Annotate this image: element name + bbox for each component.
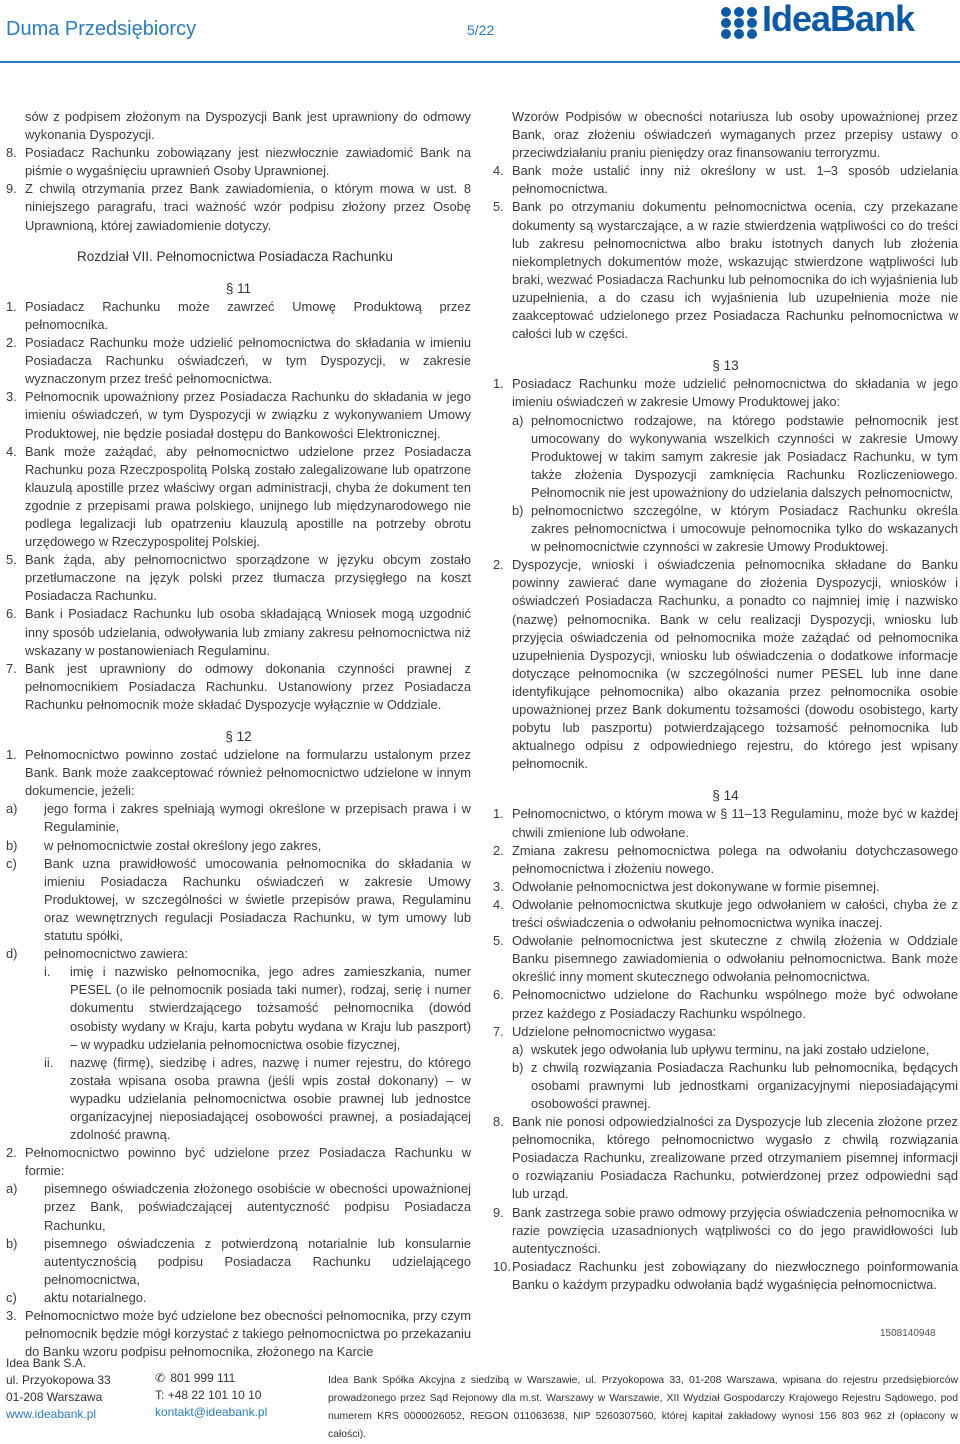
chapter-heading: Rozdział VII. Pełnomocnictwa Posiadacza Rachunku — [77, 248, 393, 264]
paragraph-text: Bank może zażądać, aby pełnomocnictwo udzielone przez Posiadacza Rachunku poza Rzeczpospolitą Polską zostało zalegalizowane lub opatrzone klauzulą apostille przez właściwy organ administracji, chyba że dokument ten zgodnie z przepisami prawa polskiego, unijnego lub międzynarodowego nie podlega legalizacji lub opatrzeniu klauzulą apostille na potrzeby obrotu urzędowego w Rzeczypospolitej Polskiej. — [25, 443, 471, 550]
city-address: 01-208 Warszawa — [6, 1390, 103, 1404]
list-item: a) wskutek jego odwołania lub upływu terminu, na jaki zostało udzielone, — [512, 1041, 930, 1057]
paragraph-text: imię i nazwisko pełnomocnika, jego adres zamieszkania, numer PESEL (o ile pełnomocnik posiada taki numer), rodzaj, serię i numer dokumentu stwierdzającego tożsamość pełnomocnika (dowód osobisty wydany w Kraju, karta pobytu wydana w Kraju lub paszport) – w wypadku udzielania pełnomocnictwa osobie fizycznej, — [70, 964, 471, 1052]
logo-text: IdeaBank — [762, 0, 915, 39]
list-item — [6, 108, 471, 144]
list-item: 1. Pełnomocnictwo powinno zostać udzielone na formularzu ustalonym przez Bank. Bank może zaakceptować również pełnomocnictwo udzielone w innym dokumencie, jeżeli: — [6, 747, 471, 799]
list-item: c) Bank uzna prawidłowość umocowania pełnomocnika do składania w imieniu Posiadacza Rachunku oświadczeń w zakresie Umowy Produktowej, w szczególności w świetle przepisów prawa, Regulaminu oraz wewnętrznych regulacji Posiadacza Rachunku, w tym umowy lub statutu spółki, — [6, 855, 471, 944]
paragraph-text: Pełnomocnictwo powinno zostać udzielone na formularzu ustalonym przez Bank. Bank może zaakceptować również pełnomocnictwo udzielone w innym dokumencie, jeżeli: — [25, 747, 471, 799]
contact-block — [155, 1370, 267, 1421]
list-item: 9. Bank zastrzega sobie prawo odmowy przyjęcia oświadczenia pełnomocnika w razie powzięcia uzasadnionych wątpliwości co do jego prawidłowości lub autentyczności. — [493, 1204, 958, 1256]
list-item: 2. Dyspozycje, wnioski i oświadczenia pełnomocnika składane do Banku powinny zawierać dane wymagane do złożenia Dyspozycji, wniosków i oświadczeń Posiadacza Rachunku, a ponadto co najmniej imię i nazwisko (nazwę) pełnomocnika. Bank w celu realizacji Dyspozycji, wniosku lub przyjęcia oświadczenia od pełnomocnika może zażądać od pełnomocnika uzupełnienia Dyspozycji, wniosku lub oświadczenia o dodatkowe informacje dotyczące pełnomocnika (w szczególności numer PESEL lub inne dane identyfikujące pełnomocnika) albo okazania przez pełnomocnika osobie upoważnionej przez Bank dokumentu tożsamości (dowodu osobistego, karty pobytu lub paszportu) potwierdzającego tożsamość pełnomocnika lub aktualnego odpisu z odpowiedniego rejestru, do którego jest wpisany pełnomocnik. — [493, 557, 958, 772]
list-item: 8. Posiadacz Rachunku zobowiązany jest niezwłocznie zawiadomić Bank na piśmie o wygaśnięciu uprawnień Osoby Uprawnionej. — [6, 145, 471, 179]
list-item: 7. Bank jest uprawniony do odmowy dokonania czynności prawnej z pełnomocnikiem Posiadacza Rachunku. Ustanowiony przez Posiadacza Rachunku pełnomocnik może składać Dyspozycje wyłącznie w Oddziale. — [6, 660, 471, 712]
section-heading: § 14 — [712, 788, 739, 804]
paragraph-text: Bank nie ponosi odpowiedzialności za Dyspozycje lub zlecenia złożone przez pełnomocnika, którego pełnomocnictwo wygasło z chwilą rozwiązania Posiadacza Rachunku, zrealizowane przed otrzymaniem pisemnej informacji o rozwiązaniu Posiadacza Rachunku, potwierdzonej przez odpowiedni sąd lub urząd. — [512, 1114, 958, 1202]
paragraph-text: Pełnomocnictwo, o którym mowa w § 11–13 Regulaminu, może być w każdej chwili zmienione lub odwołane. — [512, 806, 958, 840]
paragraph-text: Posiadacz Rachunku może udzielić pełnomocnictwa do składania w jego imieniu oświadczeń w zakresie Umowy Produktowej jako: — [512, 376, 958, 410]
list-item: a) pisemnego oświadczenia złożonego osobiście w obecności upoważnionej przez Bank, poświadczającej autentyczność podpisu Posiadacza Rachunku, — [6, 1181, 471, 1233]
list-item: 3. Pełnomocnictwo może być udzielone bez obecności pełnomocnika, przy czym pełnomocnik będzie mógł korzystać z takiego pełnomocnictwa po przekazaniu do Banku wzoru podpisu pełnomocnika, złożonego na Karcie — [6, 1308, 471, 1360]
list-item: 3. Pełnomocnik upoważniony przez Posiadacza Rachunku do składania w jego imieniu oświadczeń, w tym Dyspozycji w związku z wykonywaniem Umowy Produktowej, nie będzie posiadał dostępu do Bankowości Elektronicznej. — [6, 389, 471, 441]
list-item: b) pełnomocnictwo szczególne, w którym Posiadacz Rachunku określa zakres pełnomocnictwa i umocowuje pełnomocnika tylko do wskazanych w pełnomocnictwie czynności w zakresie Umowy Produktowej. — [512, 502, 958, 555]
section-heading: § 13 — [712, 358, 739, 374]
list-item: d) pełnomocnictwo zawiera: — [6, 946, 189, 962]
email-link[interactable]: kontakt@ideabank.pl — [155, 1405, 268, 1419]
paragraph-text: pisemnego oświadczenia złożonego osobiście w obecności upoważnionej przez Bank, poświadczającej autentyczność podpisu Posiadacza Rachunku, — [44, 1181, 471, 1233]
paragraph-text: wskutek jego odwołania lub upływu terminu, na jaki zostało udzielone, — [531, 1041, 930, 1057]
list-item: 1. Posiadacz Rachunku może udzielić pełnomocnictwa do składania w jego imieniu oświadczeń w zakresie Umowy Produktowej jako: — [493, 376, 958, 410]
header-rule — [0, 61, 960, 63]
paragraph-text: nazwę (firmę), siedzibę i adres, nazwę i numer rejestru, do którego została wpisana osoba prawna (jeśli wpis został dokonany) – w wypadku udzielania pełnomocnictwa osobie prawnej lub jednostce organizacyjnej nieposiadającej osobowości prawnej, a posiadającej zdolność prawną. — [70, 1054, 471, 1143]
section-heading: § 11 — [225, 280, 252, 296]
list-item: 2. Posiadacz Rachunku może udzielić pełnomocnictwa do składania w imieniu Posiadacza Rachunku oświadczeń, w tym Dyspozycji, w zakresie wyznaczonym przez treść pełnomocnictwa. — [6, 335, 471, 387]
paragraph-text: Odwołanie pełnomocnictwa skutkuje jego odwołaniem w całości, chyba że z treści oświadczenia o odwołaniu pełnomocnictwa wynika inaczej. — [512, 896, 958, 931]
paragraph-text: Bank może ustalić inny niż określony w ust. 1–3 sposób udzielania pełnomocnictwa. — [512, 163, 958, 197]
list-item: 2. Pełnomocnictwo powinno być udzielone przez Posiadacza Rachunku w formie: — [6, 1145, 471, 1179]
paragraph-text: Pełnomocnictwo udzielone do Rachunku wspólnego może być odwołane przez każdego z Posiadaczy Rachunku wspólnego. — [512, 987, 958, 1021]
list-item: ii. nazwę (firmę), siedzibę i adres, nazwę i numer rejestru, do którego została wpisana osoba prawna (jeśli wpis został dokonany) – w wypadku udzielania pełnomocnictwa osobie prawnej lub jednostce organizacyjnej nieposiadającej osobowości prawnej, a posiadającej zdolność prawną. — [44, 1054, 471, 1143]
list-item: c) aktu notarialnego. — [6, 1289, 147, 1305]
paragraph-text: Bank po otrzymaniu dokumentu pełnomocnictwa ocenia, czy przekazane dokumenty są wystarczające, a w razie stwierdzenia wątpliwości co do treści lub zakresu pełnomocnictwa albo braku istotnych danych lub złożenia niekompletnych dokumentów może, wskazując stwierdzone wątpliwości lub braki, wezwać Posiadacza Rachunku lub pełnomocnika do ich wyjaśnienia lub uzupełnienia, a do czasu ich wyjaśnienia lub uzupełnienia może nie zaakceptować udzielonego przez Posiadacza Rachunku pełnomocnictwa w całości lub w części. — [512, 199, 958, 342]
list-item: b) w pełnomocnictwie został określony jego zakres, — [6, 837, 322, 853]
list-item: 6. Pełnomocnictwo udzielone do Rachunku wspólnego może być odwołane przez każdego z Posiadaczy Rachunku wspólnego. — [493, 987, 958, 1021]
paragraph-text: Posiadacz Rachunku zobowiązany jest niezwłocznie zawiadomić Bank na piśmie o wygaśnięciu uprawnień Osoby Uprawnionej. — [25, 145, 471, 179]
bank-logo — [720, 2, 960, 42]
list-item: 5. Bank po otrzymaniu dokumentu pełnomocnictwa ocenia, czy przekazane dokumenty są wystarczające, a w razie stwierdzenia wątpliwości co do treści lub zakresu pełnomocnictwa albo braku istotnych danych lub złożenia niekompletnych dokumentów może, wskazując stwierdzone wątpliwości lub braki, wezwać Posiadacza Rachunku lub pełnomocnika do ich wyjaśnienia lub uzupełnienia, a do czasu ich wyjaśnienia lub uzupełnienia może nie zaakceptować udzielonego przez Posiadacza Rachunku pełnomocnictwa w całości lub w części. — [493, 199, 958, 342]
paragraph-text: Posiadacz Rachunku może zawrzeć Umowę Produktową przez pełnomocnika. — [25, 298, 471, 332]
page-footer — [0, 1355, 960, 1440]
logo-dots-icon — [720, 6, 758, 40]
tel-label: T: — [155, 1388, 165, 1402]
list-item: 10. Posiadacz Rachunku jest zobowiązany do niezwłocznego poinformowania Banku o każdym przypadku odwołania bądź wygaśnięcia pełnomocnictwa. — [493, 1258, 958, 1292]
page-number: 5/22 — [467, 22, 495, 38]
legal-notice: Idea Bank Spółka Akcyjna z siedzibą w Warszawie, ul. Przyokopowa 33, 01-208 Warszawa, wpisana do rejestru przedsiębiorców prowadzonego przez Sąd Rejonowy dla m.st. Warszawy w Warszawie, XII Wydział Gospodarczy Krajowego Rejestru Sądowego, pod numerem KRS 0000026052, REGON 011063638, NIP 5260307560, której kapitał zakładowy wynosi 156 803 962 zł (opłacony w całości). — [328, 1375, 958, 1440]
list-item: 6. Bank i Posiadacz Rachunku lub osoba składającą Wniosek mogą uzgodnić inny sposób udzielania, odwoływania lub zmiany zakresu pełnomocnictwa niż wskazany w postanowieniach Regulaminu. — [6, 606, 471, 658]
right-column — [493, 108, 958, 1294]
list-item: a) jego forma i zakres spełniają wymogi określone w przepisach prawa i w Regulaminie, — [6, 801, 471, 835]
list-item: 1. Posiadacz Rachunku może zawrzeć Umowę Produktową przez pełnomocnika. — [6, 298, 471, 332]
paragraph-text: Odwołanie pełnomocnictwa jest dokonywane w formie pisemnej. — [512, 878, 880, 894]
paragraph-text: pełnomocnictwo szczególne, w którym Posiadacz Rachunku określa zakres pełnomocnictwa i umocowuje pełnomocnika tylko do wskazanych w pełnomocnictwie czynności w zakresie Umowy Produktowej. — [531, 502, 958, 555]
paragraph-text: Pełnomocnictwo powinno być udzielone przez Posiadacza Rachunku w formie: — [25, 1145, 471, 1179]
paragraph-text: pisemnego oświadczenia z potwierdzoną notarialnie lub konsularnie autentycznością podpisu Posiadacza Rachunku udzielającego pełnomocnictwa, — [44, 1235, 471, 1287]
paragraph-text: Posiadacz Rachunku może udzielić pełnomocnictwa do składania w imieniu Posiadacza Rachunku oświadczeń, w tym Dyspozycji, w zakresie wyznaczonym przez treść pełnomocnictwa. — [25, 335, 471, 387]
document-id: 1508140948 — [880, 1328, 936, 1339]
list-item: 4. Bank może zażądać, aby pełnomocnictwo udzielone przez Posiadacza Rachunku poza Rzeczpospolitą Polską zostało zalegalizowane lub opatrzone klauzulą apostille przez właściwy organ administracji, chyba że dokument ten zgodnie z przepisami prawa polskiego, unijnego lub międzynarodowego nie podlega legalizacji lub opatrzeniu klauzulą apostille na potrzeby obrotu urzędowego w Rzeczypospolitej Polskiej. — [6, 443, 471, 550]
paragraph-text: pełnomocnictwo rodzajowe, na którego podstawie pełnomocnik jest umocowany do wykonywania wszelkich czynności w zakresie Umowy Produktowej w takim samym zakresie jak Posiadacz Rachunku, w tym także złożenia Dyspozycji zamknięcia Rachunku Rozliczeniowego. Pełnomocnik nie jest upoważniony do udzielania dalszych pełnomocnictw, — [531, 412, 958, 500]
paragraph-text: Pełnomocnictwo może być udzielone bez obecności pełnomocnika, przy czym pełnomocnik będzie mógł korzystać z takiego pełnomocnictwa po przekazaniu do Banku wzoru podpisu pełnomocnika, złożonego na Karcie — [25, 1308, 471, 1360]
list-item — [493, 108, 958, 162]
list-item: 1. Pełnomocnictwo, o którym mowa w § 11–13 Regulaminu, może być w każdej chwili zmienione lub odwołane. — [493, 806, 958, 840]
paragraph-text: Dyspozycje, wnioski i oświadczenia pełnomocnika składane do Banku powinny zawierać dane wymagane do złożenia Dyspozycji, wniosków i oświadczeń Posiadacza Rachunku, a ponadto co najmniej imię i nazwisko (nazwę) pełnomocnika. Bank w celu realizacji Dyspozycji, wniosku lub przyjęcia oświadczenia od pełnomocnika może zażądać od pełnomocnika uzupełnienia Dyspozycji, wniosku lub oświadczenia o dodatkowe informacje dotyczące pełnomocnika (w szczególności numer PESEL lub inne dane identyfikujące pełnomocnika) albo okazania przez pełnomocnika osobie upoważnionej przez Bank dokumentu tożsamości (dowodu osobistego, karty pobytu lub paszportu) potwierdzającego tożsamość pełnomocnika lub aktualnego odpisu z odpowiedniego rejestru, do którego jest wpisany pełnomocnik. — [512, 557, 958, 772]
list-item: a) pełnomocnictwo rodzajowe, na którego podstawie pełnomocnik jest umocowany do wykonywania wszelkich czynności w zakresie Umowy Produktowej w takim samym zakresie jak Posiadacz Rachunku, w tym także złożenia Dyspozycji zamknięcia Rachunku Rozliczeniowego. Pełnomocnik nie jest upoważniony do udzielania dalszych pełnomocnictw, — [512, 412, 958, 500]
document-title: Duma Przedsiębiorcy — [6, 18, 197, 40]
phone-number: 801 999 111 — [170, 1371, 236, 1385]
paragraph-text: Bank zastrzega sobie prawo odmowy przyjęcia oświadczenia pełnomocnika w razie powzięcia uzasadnionych wątpliwości co do jego prawidłowości lub autentyczności. — [512, 1204, 958, 1256]
paragraph-text: w pełnomocnictwie został określony jego zakres, — [44, 837, 322, 853]
paragraph-text: Wzorów Podpisów w obecności notariusza lub osoby upoważnionej przez Bank, oraz złożeniu oświadczeń wymaganych przez przepisy ustawy o przeciwdziałaniu praniu pieniędzy oraz finansowaniu terroryzmu. — [512, 109, 958, 161]
paragraph-text: Zmiana zakresu pełnomocnictwa polega na odwołaniu dotychczasowego pełnomocnictwa i złożeniu nowego. — [512, 842, 958, 876]
paragraph-text: Udzielone pełnomocnictwo wygasa: — [512, 1023, 717, 1039]
website-link[interactable]: www.ideabank.pl — [6, 1407, 97, 1421]
paragraph-text: aktu notarialnego. — [44, 1289, 147, 1305]
paragraph-text: z chwilą rozwiązania Posiadacza Rachunku lub pełnomocnika, będących osobami prawnymi lub jednostkami organizacyjnymi nieposiadającymi osobowości prawnej. — [531, 1059, 958, 1111]
list-item: 2. Zmiana zakresu pełnomocnictwa polega na odwołaniu dotychczasowego pełnomocnictwa i złożeniu nowego. — [493, 842, 958, 876]
page-header — [0, 0, 960, 62]
phone-icon: ✆ — [155, 1371, 166, 1385]
street-address: ul. Przyokopowa 33 — [6, 1373, 111, 1387]
left-column — [6, 108, 471, 1361]
paragraph-text: Posiadacz Rachunku jest zobowiązany do niezwłocznego poinformowania Banku o każdym przypadku odwołania bądź wygaśnięcia pełnomocnictwa. — [512, 1258, 958, 1292]
paragraph-text: Bank uzna prawidłowość umocowania pełnomocnika do składania w imieniu Posiadacza Rachunku oświadczeń w zakresie Umowy Produktowej, w szczególności w świetle przepisów prawa, Regulaminu oraz wewnętrznych regulacji Posiadacza Rachunku, w tym umowy lub statutu spółki, — [44, 855, 471, 944]
list-item: 3. Odwołanie pełnomocnictwa jest dokonywane w formie pisemnej. — [493, 878, 880, 894]
paragraph-text: jego forma i zakres spełniają wymogi określone w przepisach prawa i w Regulaminie, — [44, 801, 471, 835]
list-item: b) pisemnego oświadczenia z potwierdzoną notarialnie lub konsularnie autentycznością podpisu Posiadacza Rachunku udzielającego pełnomocnictwa, — [6, 1235, 471, 1287]
list-item: 4. Odwołanie pełnomocnictwa skutkuje jego odwołaniem w całości, chyba że z treści oświadczenia o odwołaniu pełnomocnictwa wynika inaczej. — [493, 896, 958, 931]
paragraph-text: Pełnomocnik upoważniony przez Posiadacza Rachunku do składania w jego imieniu oświadczeń, w tym Dyspozycji w związku z wykonywaniem Umowy Produktowej, nie będzie posiadał dostępu do Bankowości Elektronicznej. — [25, 389, 471, 441]
list-item: 9. Z chwilą otrzymania przez Bank zawiadomienia, o którym mowa w ust. 8 niniejszego paragrafu, traci ważność wzór podpisu złożony przez Osobę Uprawnioną, której zawiadomienie dotyczy. — [6, 181, 471, 233]
paragraph-text: Bank żąda, aby pełnomocnictwo sporządzone w języku obcym zostało przetłumaczone na język polski przez tłumacza przysięgłego na koszt Posiadacza Rachunku. — [25, 552, 471, 604]
list-item: i. imię i nazwisko pełnomocnika, jego adres zamieszkania, numer PESEL (o ile pełnomocnik posiada taki numer), rodzaj, serię i numer dokumentu stwierdzającego tożsamość pełnomocnika (dowód osobisty wydany w Kraju, karta pobytu wydana w Kraju lub paszport) – w wypadku udzielania pełnomocnictwa osobie fizycznej, — [44, 964, 471, 1052]
paragraph-text: pełnomocnictwo zawiera: — [44, 946, 189, 962]
list-item: b) z chwilą rozwiązania Posiadacza Rachunku lub pełnomocnika, będących osobami prawnymi lub jednostkami organizacyjnymi nieposiadającymi osobowości prawnej. — [512, 1059, 958, 1111]
company-name: Idea Bank S.A. — [6, 1356, 87, 1370]
list-item: 5. Odwołanie pełnomocnictwa jest skuteczne z chwilą złożenia w Oddziale Banku pisemnego zawiadomienia o odwołaniu pełnomocnictwa. Bank może określić inny moment skutecznego odwołania pełnomocnictwa. — [493, 933, 958, 985]
paragraph-text: Bank i Posiadacz Rachunku lub osoba składającą Wniosek mogą uzgodnić inny sposób udzielania, odwoływania lub zmiany zakresu pełnomocnictwa niż wskazany w postanowieniach Regulaminu. — [25, 606, 471, 658]
address-block — [6, 1355, 111, 1423]
list-item: 8. Bank nie ponosi odpowiedzialności za Dyspozycje lub zlecenia złożone przez pełnomocnika, którego pełnomocnictwo wygasło z chwilą rozwiązania Posiadacza Rachunku, zrealizowane przed otrzymaniem pisemnej informacji o rozwiązaniu Posiadacza Rachunku, potwierdzonej przez odpowiedni sąd lub urząd. — [493, 1114, 958, 1202]
list-item: 4. Bank może ustalić inny niż określony w ust. 1–3 sposób udzielania pełnomocnictwa. — [493, 163, 958, 197]
paragraph-text: Z chwilą otrzymania przez Bank zawiadomienia, o którym mowa w ust. 8 niniejszego paragrafu, traci ważność wzór podpisu złożony przez Osobę Uprawnioną, której zawiadomienie dotyczy. — [25, 181, 471, 233]
paragraph-text: sów z podpisem złożonym na Dyspozycji Bank jest uprawniony do odmowy wykonania Dyspozycji. — [25, 109, 471, 143]
paragraph-text: Odwołanie pełnomocnictwa jest skuteczne z chwilą złożenia w Oddziale Banku pisemnego zawiadomienia o odwołaniu pełnomocnictwa. Bank może określić inny moment skutecznego odwołania pełnomocnictwa. — [512, 933, 958, 985]
list-item: 5. Bank żąda, aby pełnomocnictwo sporządzone w języku obcym zostało przetłumaczone na język polski przez tłumacza przysięgłego na koszt Posiadacza Rachunku. — [6, 552, 471, 604]
tel-number: +48 22 101 10 10 — [167, 1388, 262, 1402]
section-heading: § 12 — [225, 729, 252, 744]
paragraph-text: Bank jest uprawniony do odmowy dokonania czynności prawnej z pełnomocnikiem Posiadacza Rachunku. Ustanowiony przez Posiadacza Rachunku pełnomocnik może składać Dyspozycje wyłącznie w Oddziale. — [25, 660, 471, 712]
list-item: 7. Udzielone pełnomocnictwo wygasa: — [493, 1023, 717, 1039]
